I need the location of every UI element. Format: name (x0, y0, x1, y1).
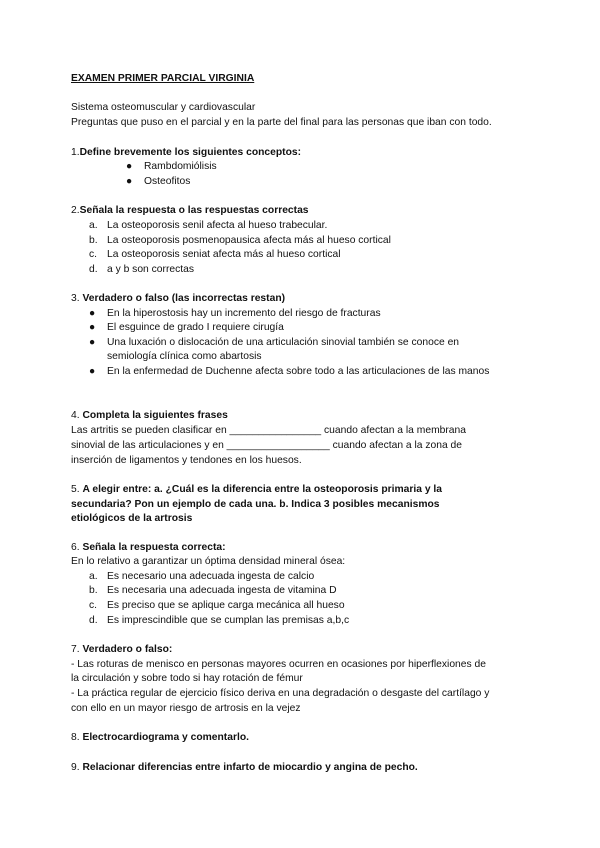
question-number: 4. (71, 410, 83, 421)
question-number: 3. (71, 293, 83, 304)
question-3-heading (71, 292, 285, 307)
question-number: 7. (71, 644, 83, 655)
paragraph-line: sinovial de las articulaciones y en __________________ cuando afectan a la zona de (71, 440, 463, 451)
paragraph-line: inserción de ligamentos y tendones en los huesos. (71, 455, 302, 466)
question-9-heading (71, 761, 418, 776)
paragraph-line: - Las roturas de menisco en personas mayores ocurren en ocasiones por hiperflexiones de (71, 659, 486, 670)
question-number: 2. (71, 205, 80, 216)
question-text: Señala la respuesta o las respuestas correctas (79, 205, 309, 216)
page-title: EXAMEN PRIMER PARCIAL VIRGINIA (71, 73, 255, 84)
paragraph-line: con ello en un mayor riesgo de artrosis en la vejez (71, 703, 301, 714)
bullet-icon: ● (89, 308, 96, 319)
question-number: 8. (71, 732, 83, 743)
question-6-heading (71, 541, 226, 556)
question-number: 1. (71, 147, 80, 158)
question-5-line-2: secundaria? Pon un ejemplo de cada una. b. Indica 3 posibles mecanismos (71, 499, 440, 510)
bullet-icon: ● (126, 176, 133, 187)
question-6-intro: En lo relativo a garantizar un óptima densidad mineral ósea: (71, 556, 346, 567)
document-page: EXAMEN PRIMER PARCIAL VIRGINIA Sistema osteomuscular y cardiovascular Preguntas que puso en el parcial y en la parte del final para las personas que iban con todo. 1.Define brevemente los siguientes conceptos: ● Rambdomiólisis ● Osteofitos 2.Señala la respuesta o las respuestas correctas a. La osteoporosis senil afecta al hueso trabecular. b. La osteoporosis posmenopausica afecta más al hueso cortical c. La osteoporosis seniat afecta más al hueso cortical d. a y b son correctas 3. Verdadero o falso (las incorrectas restan) ● En la hiperostosis hay un incremento del riesgo de fracturas ● El esguince de grado I requiere cirugía ● Una luxación o dislocación de una articulación sinovial también se conoce en semiología clínica como abartosis ● En la enfermedad de Duchenne afecta sobre todo a las articulaciones de las manos 4. Completa la siguientes frases Las artritis se pueden clasificar en ________________ cuando afectan a la membrana sinovial de las articulaciones y en __________________ cuando afectan a la zona de inserción de ligamentos y tendones en los huesos. 5. A elegir entre: a. ¿Cuál es la diferencia entre la osteoporosis primaria y la secundaria? Pon un ejemplo de cada una. b. Indica 3 posibles mecanismos etiológicos de la artrosis 6. Señala la respuesta correcta: En lo relativo a garantizar un óptima densidad mineral ósea: a. Es necesario una adecuada ingesta de calcio b. Es necesaria una adecuada ingesta de vitamina D c. Es preciso que se aplique carga mecánica all hueso d. Es imprescindible que se cumplan las premisas a,b,c 7. Verdadero o falso: - Las roturas de menisco en personas mayores ocurren en ocasiones por hiperflexiones de la circulación y sobre todo si hay rotación de fémur - La práctica regular de ejercicio físico deriva en una degradación o desgaste del cartílago y con ello en un mayor riesgo de artrosis en la vejez 8. Electrocardiograma y comentarlo. 9. Relacionar diferencias entre infarto de miocardio y angina de pecho. (0, 0, 600, 848)
question-8-heading (71, 731, 249, 746)
paragraph-line: Las artritis se pueden clasificar en ________________ cuando afectan a la membrana (71, 425, 466, 436)
question-number: 5. (71, 484, 83, 495)
bullet-icon: ● (89, 337, 96, 348)
question-text: Señala la respuesta correcta: (82, 542, 226, 553)
question-text: Verdadero o falso (las incorrectas restan) (82, 293, 286, 304)
question-7-heading (71, 643, 172, 658)
bullet-icon: ● (89, 322, 96, 333)
question-text: Define brevemente los siguientes conceptos: (79, 147, 302, 158)
question-5-line-3: etiológicos de la artrosis (71, 513, 193, 524)
question-5-line-1: 5. A elegir entre: a. ¿Cuál es la diferencia entre la osteoporosis primaria y la (71, 484, 443, 495)
paragraph-line: la circulación y sobre todo si hay rotación de fémur (71, 673, 303, 684)
question-text: Verdadero o falso: (82, 644, 173, 655)
question-number: 9. (71, 762, 83, 773)
question-2-heading (71, 204, 309, 219)
question-text: Electrocardiograma y comentarlo. (82, 732, 249, 743)
question-1-heading (71, 146, 301, 161)
intro-line-1: Sistema osteomuscular y cardiovascular (71, 102, 256, 113)
question-text: Completa la siguientes frases (82, 410, 228, 421)
intro-line-2: Preguntas que puso en el parcial y en la parte del final para las personas que iban con todo. (71, 117, 492, 128)
list-item-continuation: semiología clínica como abartosis (107, 351, 262, 362)
bullet-icon: ● (126, 161, 133, 172)
question-number: 6. (71, 542, 83, 553)
question-text: Relacionar diferencias entre infarto de miocardio y angina de pecho. (82, 762, 418, 773)
question-4-heading (71, 409, 228, 424)
bullet-icon: ● (89, 366, 96, 377)
paragraph-line: - La práctica regular de ejercicio físico deriva en una degradación o desgaste del cartílago y (71, 688, 490, 699)
